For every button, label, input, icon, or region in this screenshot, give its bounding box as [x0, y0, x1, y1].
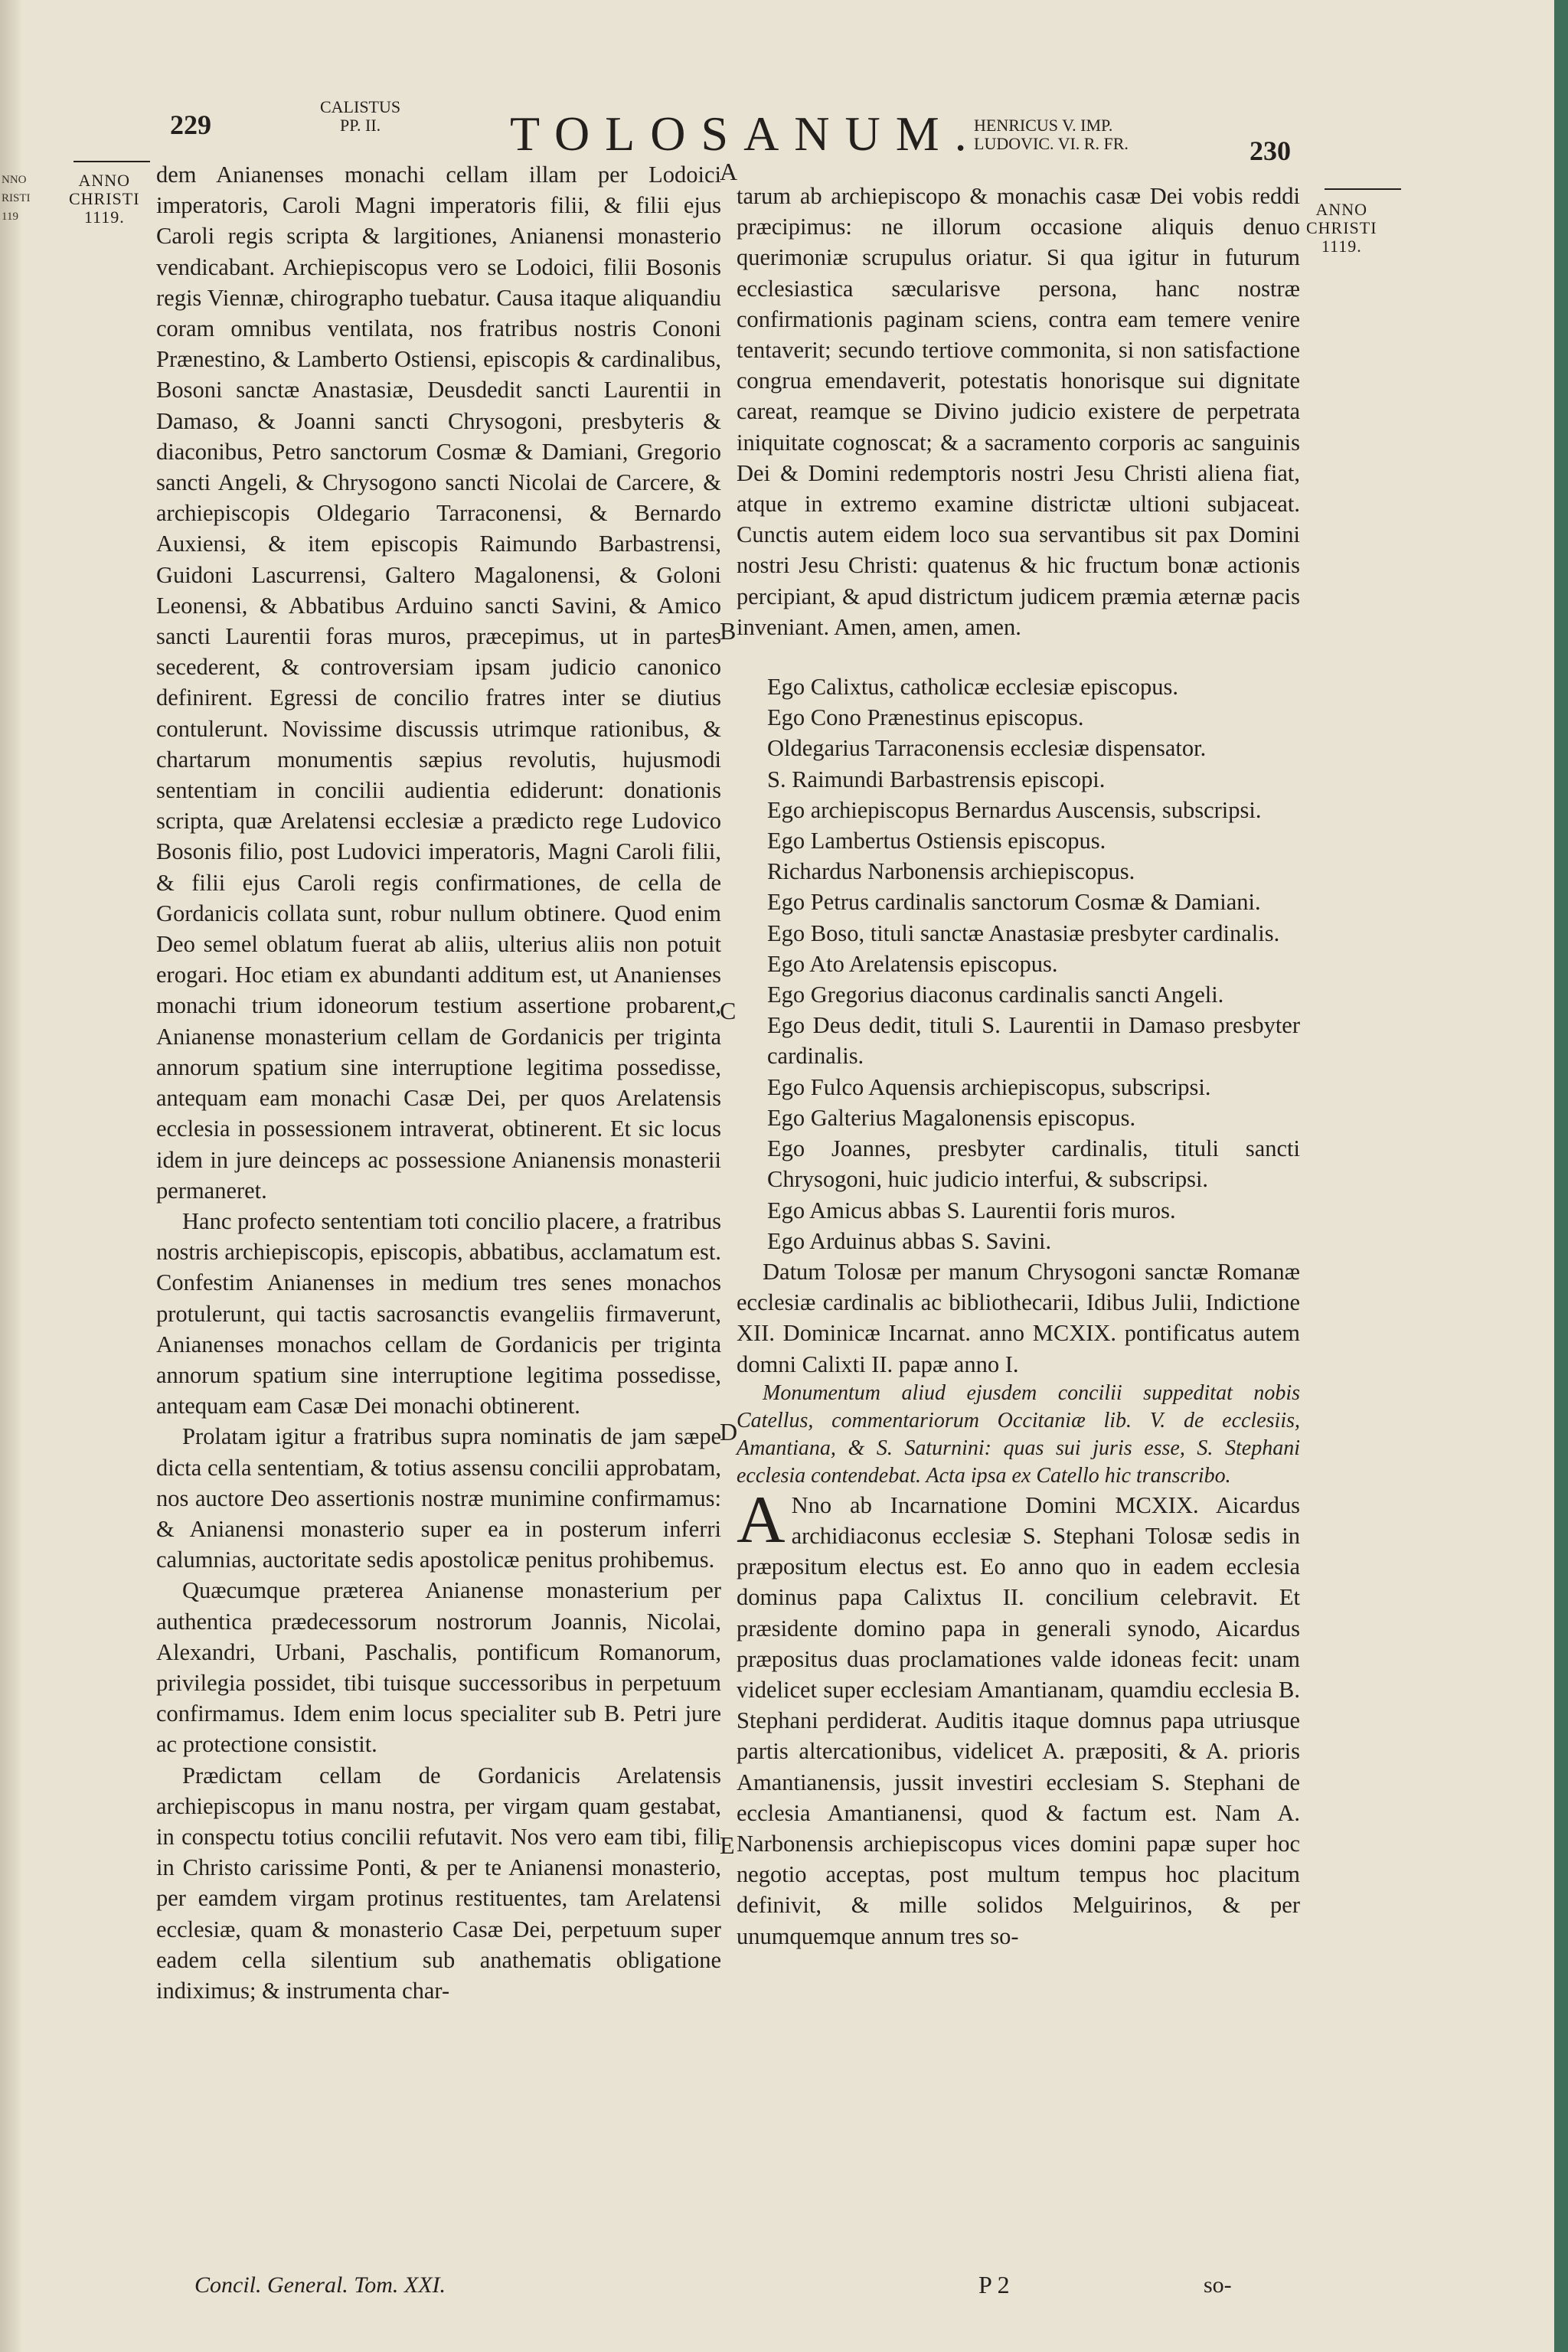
signature-line: Ego Deus dedit, tituli S. Laurentii in Damaso presbyter cardinalis.: [767, 1012, 1300, 1070]
signature-line: Ego archiepiscopus Bernardus Auscensis, subscripsi.: [767, 796, 1262, 823]
adjacent-page-edge: [0, 0, 31, 2352]
signature-line: Ego Cono Prænestinus episcopus.: [767, 704, 1084, 731]
printer-signature: P 2: [978, 2271, 1010, 2298]
catchword: so-: [1204, 2272, 1232, 2298]
signature-line: Ego Ato Arelatensis episcopus.: [767, 950, 1058, 977]
running-head-left: [320, 98, 400, 135]
margin-note-line: 1119.: [1321, 237, 1362, 256]
signature-line: Ego Joannes, presbyter cardinalis, tituli sancti Chrysogoni, huic judicio interfui, & subscripsi.: [767, 1135, 1300, 1193]
signature-line: Richardus Narbonensis archiepiscopus.: [767, 858, 1135, 885]
signature-line: S. Raimundi Barbastrensis episcopi.: [767, 766, 1106, 792]
running-head-line: CALISTUS: [320, 97, 401, 116]
footer-title-text: Concil. General. Tom. XXI.: [194, 2272, 446, 2298]
signature-list: [737, 671, 1300, 1256]
margin-rule: [74, 161, 150, 162]
running-head-right: [974, 116, 1129, 153]
dating-clause: Datum Tolosæ per manum Chrysogoni sanctæ Romanæ ecclesiæ cardinalis ac bibliothecarii, Idibus Julii, Indictione XII. Dominicæ Incarnat. anno MCXIX. pontificatus autem domni Calixti II. papæ anno I.: [737, 1258, 1300, 1377]
margin-note-line: ANNO: [1315, 200, 1368, 219]
running-head-line: LUDOVIC. VI. R. FR.: [974, 134, 1129, 153]
margin-note-line: 1119.: [83, 207, 125, 227]
section-letter: C: [720, 997, 737, 1024]
footer-title: [194, 2272, 446, 2298]
signature-line: Ego Gregorius diaconus cardinalis sancti Angeli.: [767, 982, 1224, 1008]
page-number-right: 230: [1250, 136, 1291, 166]
section-letter: D: [720, 1418, 738, 1446]
paragraph: tarum ab archiepiscopo & monachis casæ Dei vobis reddi præcipimus: ne illorum occasione aliquis denuo querimoniæ scrupulus oriatur. Si qua igitur in futurum ecclesiastica sæcularisve persona, hanc nostræ confirmationis paginam sciens, contra eam temere venire tentaverit; secundo tertiove commonita, si non satisfactione congrua emendaverit, potestatis honorisque sui dignitate careat, reamque se Divino judicio existere de perpetrata iniquitate cognoscat; & a sacramento corporis ac sanguinis Dei & Domini redemptoris nostri Jesu Christi aliena fiat, atque in extremo examine districtæ ultioni subjaceat. Cunctis autem eidem loco sua servantibus sit pax Domini nostri Jesu Christi: quatenus & hic fructum bonæ actionis percipiant, & apud districtum judicem præmia æternæ pacis inveniant. Amen, amen, amen.: [737, 183, 1300, 640]
section-letter: E: [720, 1831, 735, 1859]
margin-note-line: CHRISTI: [1306, 218, 1377, 237]
signature-line: Ego Petrus cardinalis sanctorum Cosmæ & Damiani.: [767, 889, 1261, 916]
signature-line: Ego Boso, tituli sanctæ Anastasiæ presbyter cardinalis.: [767, 920, 1280, 946]
signature-line: Ego Fulco Aquensis archiepiscopus, subscripsi.: [767, 1073, 1211, 1100]
drop-cap: A: [737, 1482, 786, 1557]
signature-line: Ego Calixtus, catholicæ ecclesiæ episcopus.: [767, 674, 1179, 701]
background-edge: [1554, 0, 1568, 2352]
page-number-left: 229: [170, 109, 211, 140]
paragraph: Prolatam igitur a fratribus supra nominatis de jam sæpe dicta cella sententiam, & totius assensu concilii approbatam, nos auctore Deo assertionis nostræ munimine confirmamus: & Anianensi monasterio super ea in posterum inferri calumnias, auctoritate sedis apostolicæ penitus prohibemus.: [156, 1423, 721, 1573]
margin-note-year-right: [1306, 201, 1377, 256]
right-column: [737, 181, 1300, 1952]
section-letter: A: [720, 158, 738, 185]
running-head-line: HENRICUS V. IMP.: [974, 116, 1113, 135]
signature-line: Ego Arduinus abbas S. Savini.: [767, 1227, 1052, 1254]
margin-note-line: ANNO: [78, 171, 131, 190]
left-column: [156, 159, 721, 2006]
paragraph: Prædictam cellam de Gordanicis Arelatensis archiepiscopus in manu nostra, per virgam quam gestabat, in conspectu totius concilii refutavit. Nos vero eam tibi, fili in Christo carissime Ponti, & per te Anianensi monasterio, per eamdem virgam protinus restituentes, tam Arelatensi ecclesiæ, quam & monasterio Casæ Dei, perpetuum super eadem cella silentium sub anathematis obligatione indiximus; & instrumenta char-: [156, 1762, 721, 2004]
paragraph: Quæcumque præterea Anianense monasterium per authentica prædecessorum nostrorum Joannis, Nicolai, Alexandri, Urbani, Paschalis, pontificum Romanorum, privilegia possidet, tibi tuisque successoribus in perpetuum confirmamus. Idem enim locus specialiter sub B. Petri jure ac protectione consistit.: [156, 1577, 721, 1758]
paragraph: [737, 1482, 1300, 1952]
margin-rule: [1325, 188, 1401, 190]
signature-line: Oldegarius Tarraconensis ecclesiæ dispensator.: [767, 735, 1207, 762]
paragraph-text: Nno ab Incarnatione Domini MCXIX. Aicardus archidiaconus ecclesiæ S. Stephani Tolosæ sedis in præpositum electus est. Eo anno quo in eadem ecclesia dominus papa Calixtus II. concilium celebravit. Et præsidente domino papa in generali synodo, Aicardus præpositus duas proclamationes valde idoneas fecit: unam videlicet super ecclesiam Amantianam, quamdiu ecclesia B. Stephani perdiderat. Auditis itaque domnus papa utriusque partis altercationibus, videlicet A. præpositi, & A. prioris Amantianensis, jussit investiri ecclesiam S. Stephani de ecclesia Amantianensi, quod & factum est. Nam A. Narbonensis archiepiscopus vices domini papæ super hoc negotio acceptas, post multum tempus hoc placitum definivit, & mille solidos Melguirinos, & per unumquemque annum tres so-: [737, 1491, 1300, 1949]
page-title: TOLOSANUM.: [510, 106, 982, 161]
running-head-line: PP. II.: [339, 116, 381, 135]
paragraph: dem Anianenses monachi cellam illam per Lodoici imperatoris, Caroli Magni imperatoris filii, & filii ejus Caroli regis scripta & largitiones, Anianensi monasterio vendicabant. Archiepiscopus vero se Lodoici, filii Bosonis regis Viennæ, chirographo tuebatur. Causa itaque aliquandiu coram omnibus ventilata, nos fratribus nostris Cononi Prænestino, & Lamberto Ostiensi, episcopis & cardinalibus, Bosoni sanctæ Anastasiæ, Deusdedit sancti Laurentii in Damaso, & Joanni sancti Chrysogoni, presbyteris & diaconibus, Petro sanctorum Cosmæ & Damiani, Gregorio sancti Angeli, & Chrysogono sancti Nicolai de Carcere, & archiepiscopis Oldegario Tarraconensi, & Bernardo Auxiensi, & item episcopis Raimundo Barbastrensi, Guidoni Lascurrensi, Galtero Magalonensi, & Goloni Leonensi, & Abbatibus Arduino sancti Savini, & Amico sancti Laurentii foras muros, præcepimus, ut in partes secederent, & controversiam ipsam judicio canonico definirent. Egressi de concilio fratres inter se diutius contulerunt. Novissime discussis utrimque rationibus, & chartarum monumentis sæpius revolutis, hujusmodi sententiam in concilii audientia ediderunt: donationis scripta, quæ Arelatensi ecclesiæ a prædicto rege Ludovico Bosonis filio, post Ludovici imperatoris, Magni Caroli filii, & filii ejus Caroli regis confirmationes, de cella de Gordanicis collata sunt, robur nullum obtinere. Quod enim Deo semel oblatum fuerat ab aliis, ulterius aliis non potuit erogari. Hoc etiam ex abundanti additum est, ut Ananienses monachi trium idoneorum testium assertione probarent, Anianense monasterium cellam de Gordanicis per triginta annorum spatium sine interruptione legitima possedisse, antequam eam monachi Casæ Dei, per quos Arelatensis ecclesia in possessionem intraverat, obtinerent. Et sic locus idem in jure deinceps ac possessione Anianensis monasterii permaneret.: [156, 162, 721, 1204]
strip-text: 119: [2, 211, 18, 223]
margin-note-year-left: [69, 172, 140, 227]
section-letter: B: [720, 617, 737, 645]
paragraph: Hanc profecto sententiam toti concilio placere, a fratribus nostris archiepiscopis, episcopis, abbatibus, acclamatum est. Confestim Anianenses in medium tres senes monachos protulerunt, qui tactis sacrosanctis evangeliis firmaverunt, Anianenses monachos cellam de Gordanicis per triginta annorum spatium sine interruptione legitima possedisse, antequam eam Casæ Dei monachi obtinerent.: [156, 1207, 721, 1419]
margin-note-line: CHRISTI: [69, 189, 140, 208]
signature-line: Ego Amicus abbas S. Laurentii foris muros.: [767, 1197, 1176, 1223]
strip-text: RISTI: [2, 192, 31, 204]
strip-text: NNO: [2, 174, 27, 186]
signature-line: Ego Lambertus Ostiensis episcopus.: [767, 828, 1106, 854]
editorial-note: Monumentum aliud ejusdem concilii suppeditat nobis Catellus, commentariorum Occitaniæ lib. V. de ecclesiis, Amantiana, & S. Saturnini: quas sui juris esse, S. Stephani ecclesia contendebat. Acta ipsa ex Catello hic transcribo.: [737, 1380, 1300, 1488]
signature-line: Ego Galterius Magalonensis episcopus.: [767, 1104, 1136, 1131]
